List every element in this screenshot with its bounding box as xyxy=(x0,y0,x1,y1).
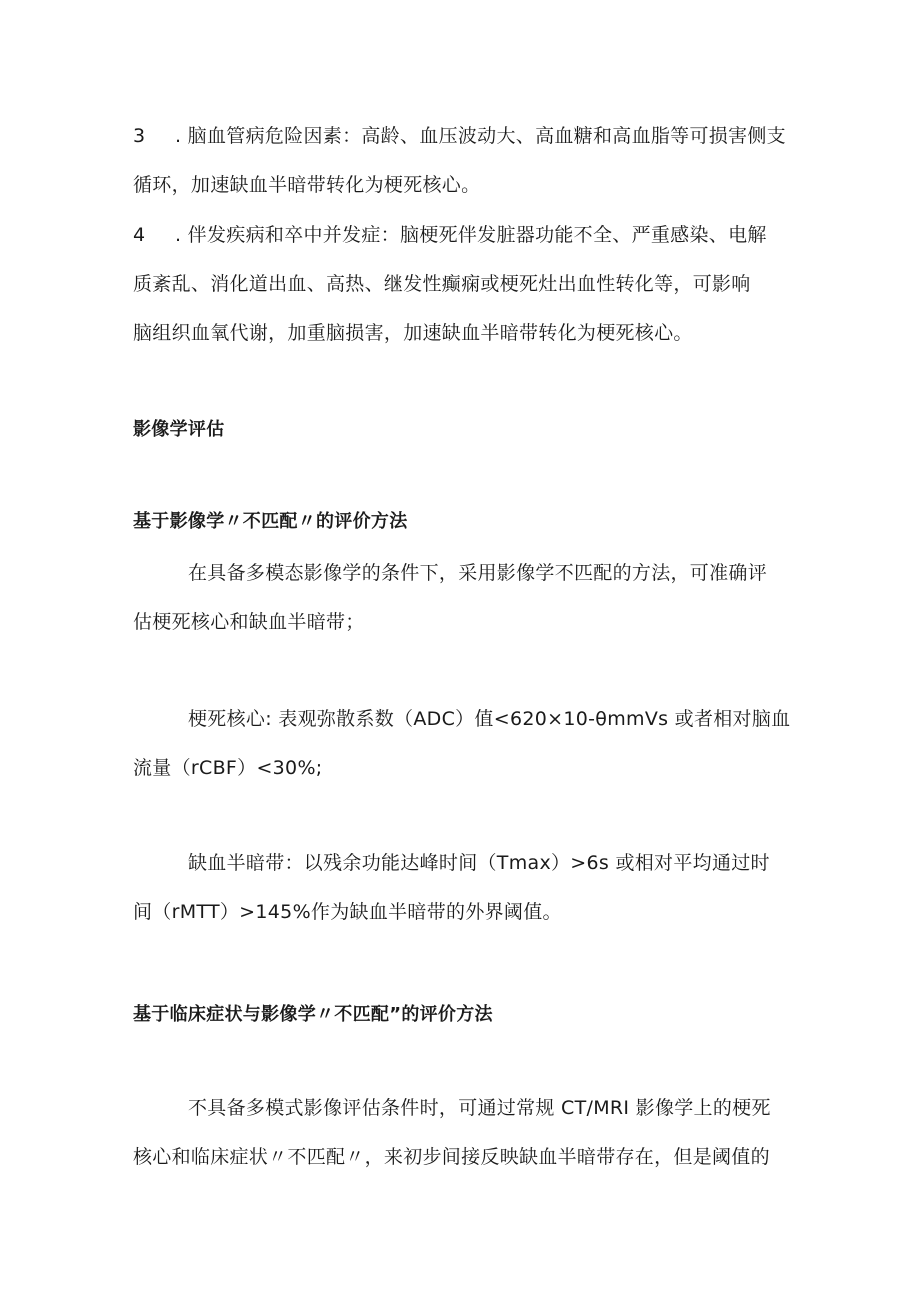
item-3-text: . 脑血管病危险因素：高龄、血压波动大、高血糖和高血脂等可损害侧支 xyxy=(175,125,786,147)
item-4-line-2: 质紊乱、消化道出血、高热、继发性癫痫或梗死灶出血性转化等，可影响 xyxy=(133,273,751,295)
section-heading: 影像学评估 xyxy=(133,419,225,440)
subsection-1-para-2-line-2: 流量（rCBF）<30%; xyxy=(133,757,323,779)
subsection-2-para-1-line-1: 不具备多模式影像评估条件时，可通过常规 CT/MRI 影像学上的梗死 xyxy=(188,1097,771,1119)
item-4-number: 4 xyxy=(133,224,146,246)
item-4-line-1 xyxy=(133,223,767,247)
item-4-text: . 伴发疾病和卒中并发症：脑梗死伴发脏器功能不全、严重感染、电解 xyxy=(175,224,767,246)
subsection-1-para-1-line-1: 在具备多模态影像学的条件下，采用影像学不匹配的方法，可准确评 xyxy=(188,562,768,584)
subsection-1-para-1-line-2: 估梗死核心和缺血半暗带； xyxy=(133,611,365,633)
item-4-line-3: 脑组织血氧代谢，加重脑损害，加速缺血半暗带转化为梗死核心。 xyxy=(133,322,693,344)
subsection-2-para-1-line-2: 核心和临床症状〃不匹配〃，来初步间接反映缺血半暗带存在，但是阈值的 xyxy=(133,1146,770,1168)
item-3-line-1 xyxy=(133,124,786,148)
subsection-1-para-3-line-1: 缺血半暗带：以残余功能达峰时间（Tmax）>6s 或相对平均通过时 xyxy=(188,852,770,874)
subsection-1-heading: 基于影像学〃不匹配〃的评价方法 xyxy=(133,511,408,532)
subsection-1-para-2-line-1: 梗死核心: 表观弥散系数（ADC）值<620×10-θmmVs 或者相对脑血 xyxy=(188,708,791,730)
item-3-line-2: 循环，加速缺血半暗带转化为梗死核心。 xyxy=(133,174,481,196)
subsection-1-para-3-line-2: 间（rMTT）>145%作为缺血半暗带的外界阈值。 xyxy=(133,901,562,923)
item-3-number: 3 xyxy=(133,125,146,147)
subsection-2-heading: 基于临床症状与影像学〃不匹配”的评价方法 xyxy=(133,1004,493,1025)
